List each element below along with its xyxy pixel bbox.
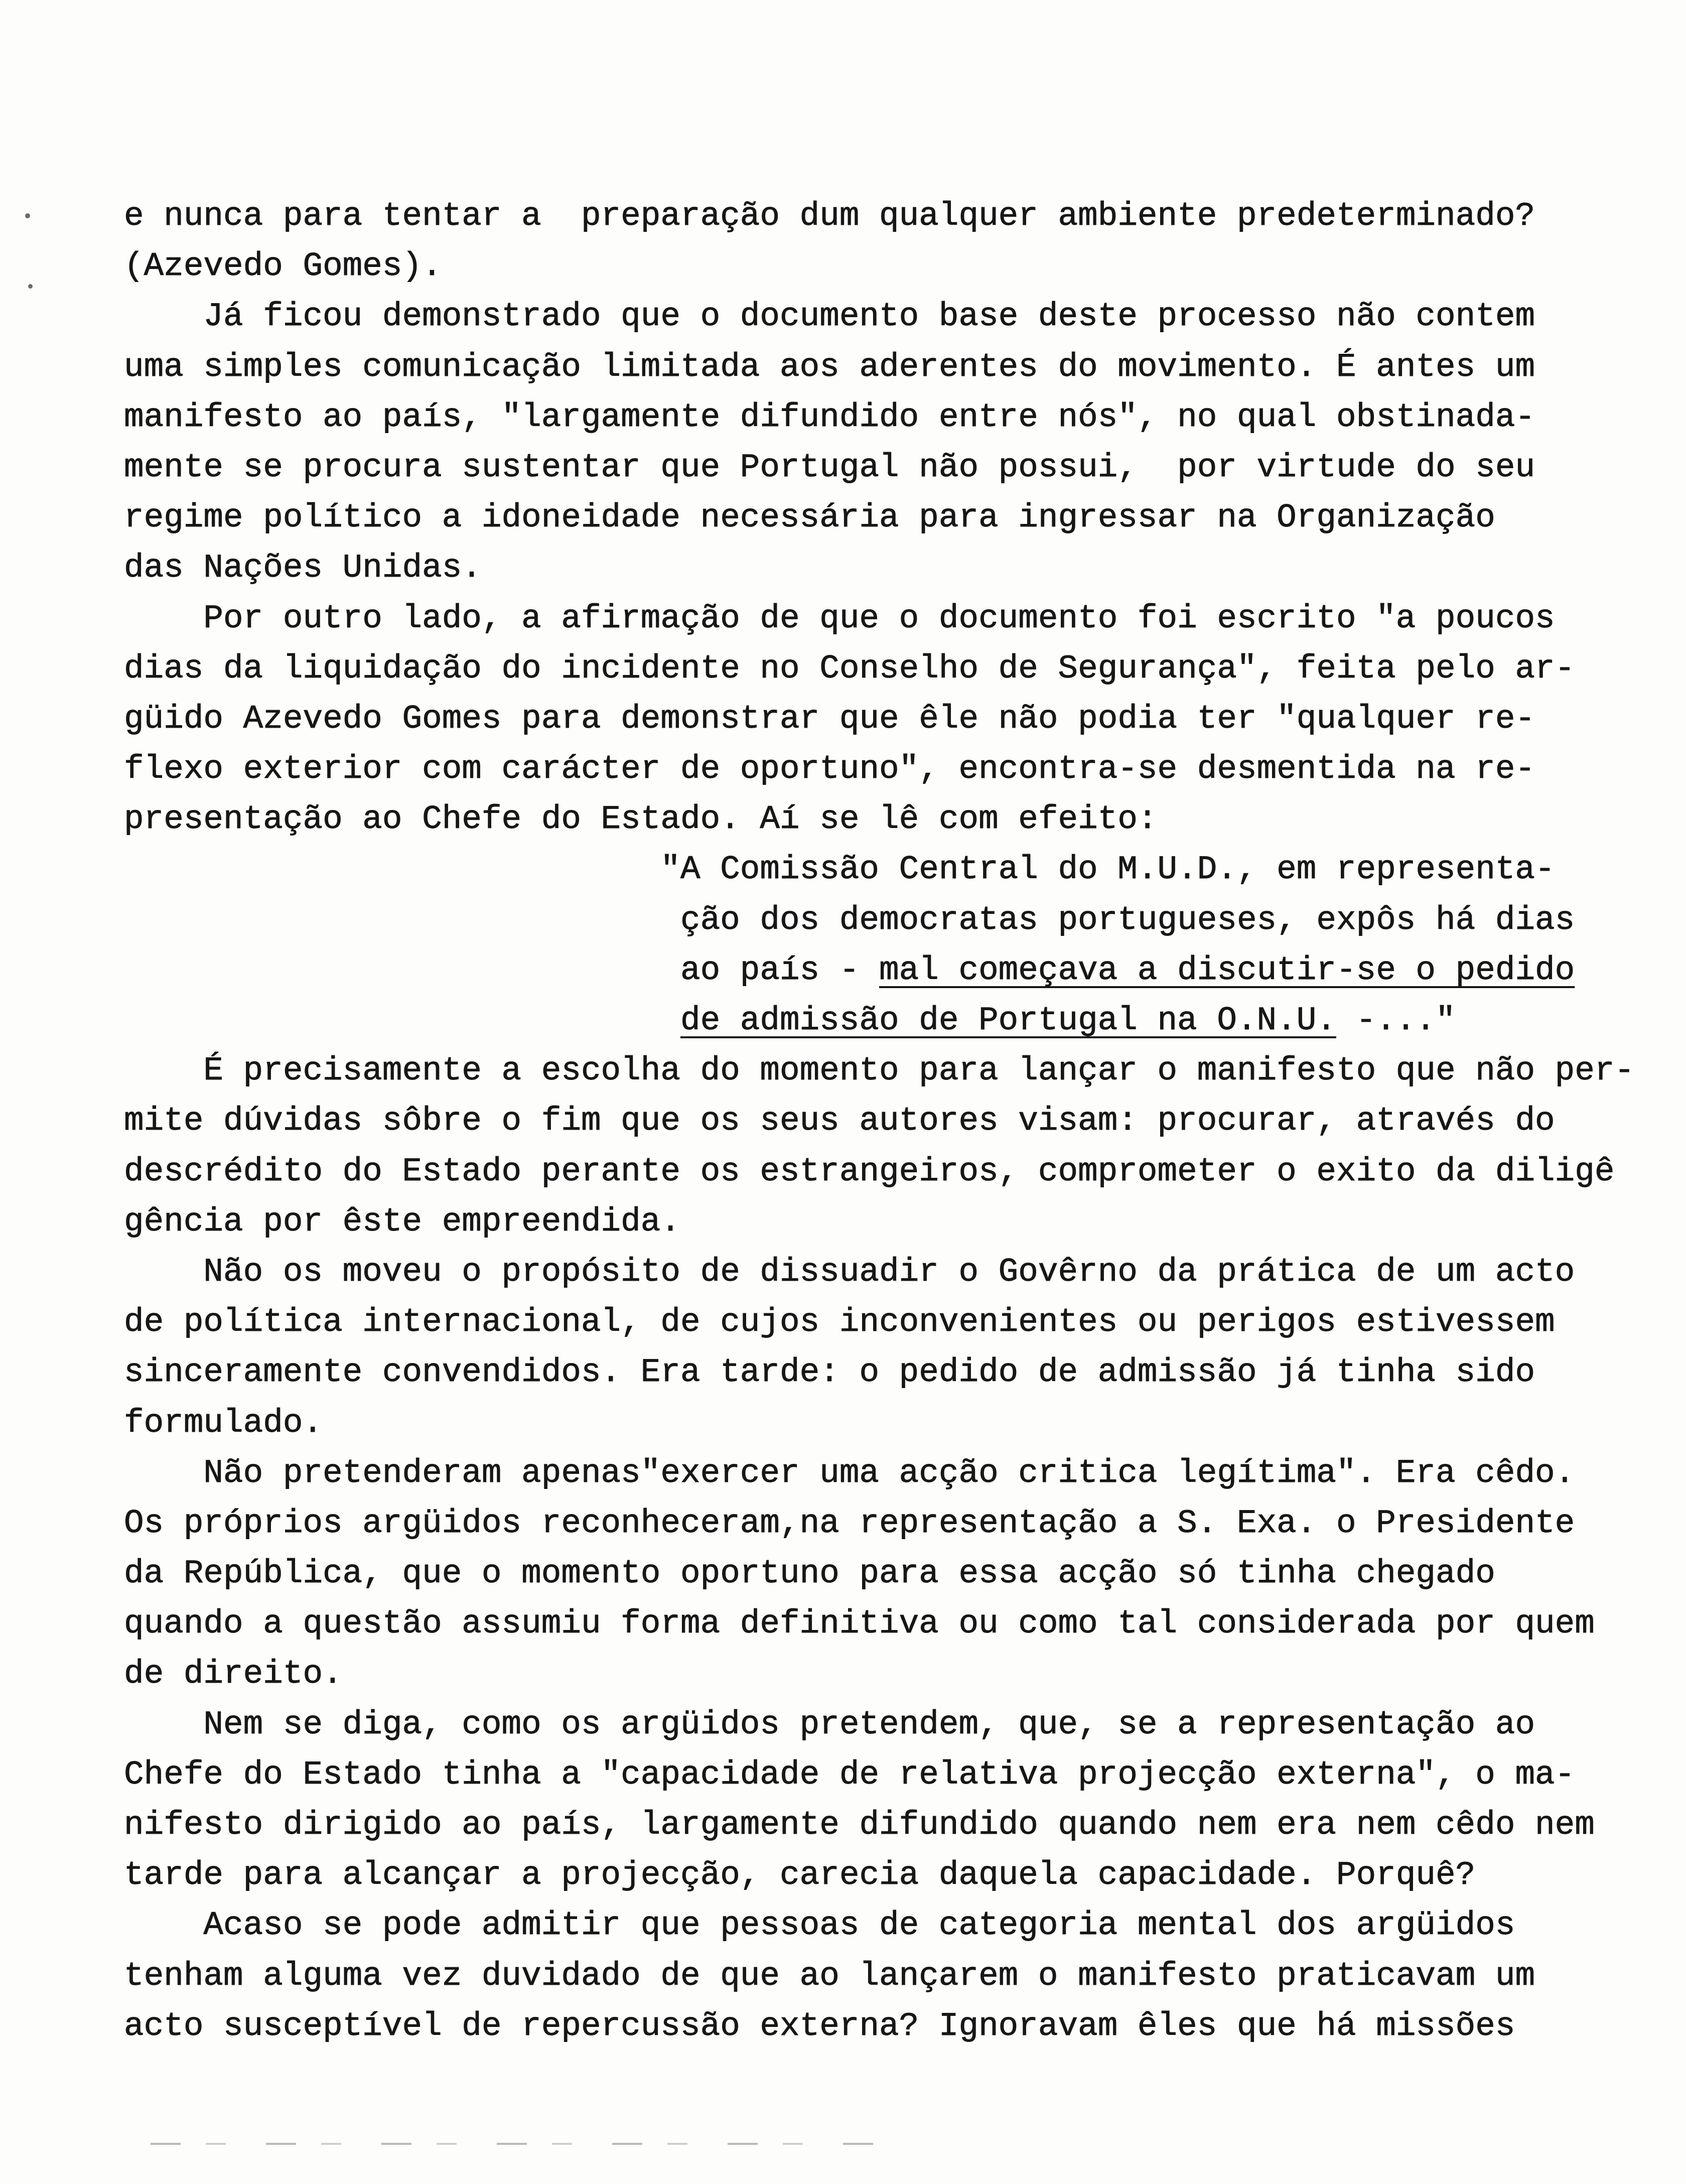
quote-text: -...": [1336, 1002, 1456, 1039]
text-line: uma simples comunicação limitada aos aderentes do movimento. É antes um: [124, 348, 1535, 386]
text-line: de direito.: [124, 1655, 343, 1693]
typed-text-body: [124, 191, 1634, 2052]
paragraph-first-line: Não pretenderam apenas"exercer uma acção critica legítima". Era cêdo.: [203, 1454, 1575, 1492]
text-line: mente se procura sustentar que Portugal não possui, por virtude do seu: [124, 448, 1535, 486]
paragraph-first-line: Não os moveu o propósito de dissuadir o Govêrno da prática de um acto: [203, 1253, 1575, 1291]
underlined-text: mal começava a discutir-se o pedido: [879, 951, 1575, 989]
paragraph-first-line: Já ficou demonstrado que o documento base deste processo não contem: [203, 298, 1535, 336]
text-line: presentação ao Chefe do Estado. Aí se lê com efeito:: [124, 800, 1158, 839]
quote-line: "A Comissão Central do M.U.D., em representa-: [660, 851, 1555, 889]
text-line: das Nações Unidas.: [124, 549, 482, 587]
scan-speck: [28, 284, 33, 289]
scan-noise-line: [151, 2143, 878, 2145]
scan-speck: [25, 213, 30, 218]
quote-line: ção dos democratas portugueses, expôs há dias: [680, 901, 1575, 939]
text-line: mite dúvidas sôbre o fim que os seus autores visam: procurar, através do: [124, 1102, 1555, 1140]
text-line: gência por êste empreendida.: [124, 1202, 680, 1241]
quote-line: [124, 996, 1634, 1046]
paragraph-first-line: Acaso se pode admitir que pessoas de categoria mental dos argüidos: [203, 1906, 1515, 1945]
text-line: da República, que o momento oportuno para essa acção só tinha chegado: [124, 1555, 1495, 1593]
text-line: dias da liquidação do incidente no Conselho de Segurança", feita pelo ar-: [124, 649, 1575, 688]
quote-line: [124, 945, 1634, 996]
paragraph-first-line: Por outro lado, a afirmação de que o documento foi escrito "a poucos: [203, 599, 1555, 637]
underlined-text: de admissão de Portugal na O.N.U.: [680, 1002, 1336, 1039]
text-line: descrédito do Estado perante os estrangeiros, comprometer o exito da diligê: [124, 1152, 1615, 1190]
quote-text: ao país -: [680, 951, 880, 989]
text-line: formulado.: [124, 1404, 323, 1442]
text-line: manifesto ao país, "largamente difundido entre nós", no qual obstinada-: [124, 398, 1535, 436]
text-line: regime político a idoneidade necessária para ingressar na Organização: [124, 499, 1495, 537]
text-line: quando a questão assumiu forma definitiva ou como tal considerada por quem: [124, 1605, 1595, 1643]
paragraph-first-line: Nem se diga, como os argüidos pretendem, que, se a representação ao: [203, 1705, 1535, 1743]
text-line: Chefe do Estado tinha a "capacidade de relativa projecção externa", o ma-: [124, 1755, 1575, 1794]
text-line: güido Azevedo Gomes para demonstrar que êle não podia ter "qualquer re-: [124, 700, 1535, 738]
text-line: tenham alguma vez duvidado de que ao lançarem o manifesto praticavam um: [124, 1957, 1535, 1995]
text-line: acto susceptível de repercussão externa? Ignoravam êles que há missões: [124, 2007, 1515, 2045]
text-line: Os próprios argüidos reconheceram,na representação a S. Exa. o Presidente: [124, 1504, 1575, 1542]
text-line: de política internacional, de cujos inconvenientes ou perigos estivessem: [124, 1303, 1555, 1341]
text-line: flexo exterior com carácter de oportuno", encontra-se desmentida na re-: [124, 750, 1535, 788]
text-line: tarde para alcançar a projecção, carecia daquela capacidade. Porquê?: [124, 1856, 1476, 1894]
text-line: sinceramente convendidos. Era tarde: o pedido de admissão já tinha sido: [124, 1353, 1535, 1392]
text-line: (Azevedo Gomes).: [124, 247, 442, 286]
text-line: e nunca para tentar a preparação dum qualquer ambiente predeterminado?: [124, 197, 1535, 235]
text-line: nifesto dirigido ao país, largamente difundido quando nem era nem cêdo nem: [124, 1806, 1595, 1844]
paragraph-first-line: É precisamente a escolha do momento para lançar o manifesto que não per-: [203, 1052, 1635, 1090]
